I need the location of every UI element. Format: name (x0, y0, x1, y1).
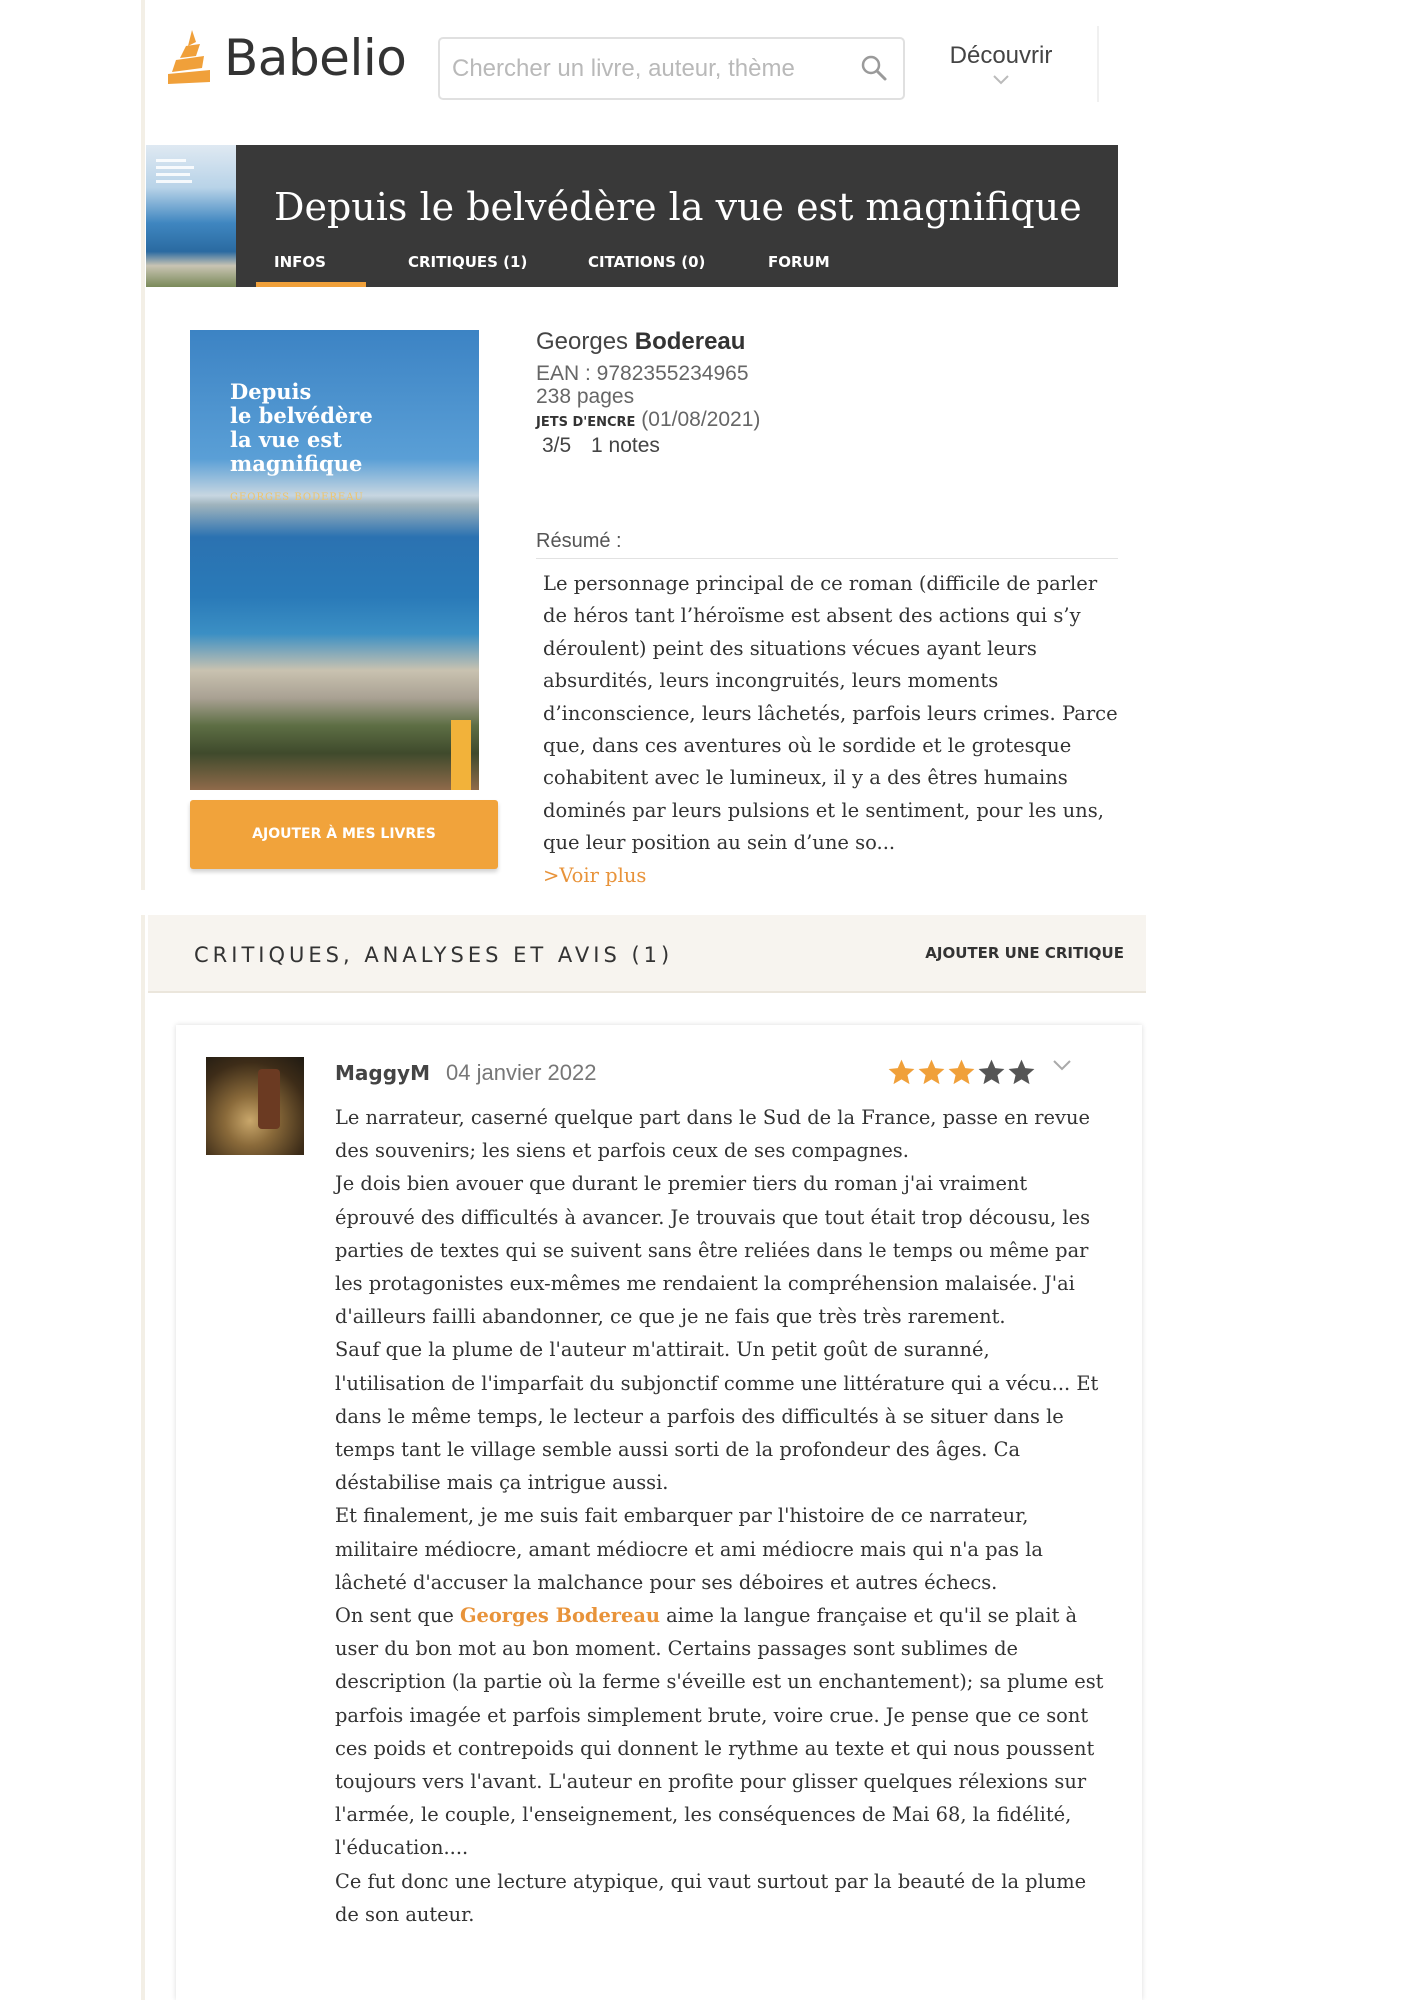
star-filled-icon (916, 1057, 947, 1088)
logo-text: Babelio (224, 29, 407, 87)
review-card (176, 1025, 1142, 2000)
cover-author: GEORGES BODEREAU (230, 492, 364, 503)
discover-label: Découvrir (949, 42, 1053, 69)
chevron-down-icon[interactable] (1052, 1059, 1072, 1073)
discover-menu[interactable] (941, 42, 1061, 86)
critiques-title: CRITIQUES, ANALYSES ET AVIS (1) (194, 943, 674, 967)
review-paragraph: Sauf que la plume de l'auteur m'attirait. Un petit goût de suranné, l'utilisation de l'imparfait du subjonctif comme une littérature qui a vécu... Et dans le même temps, le lecteur a parfois des difficultés à se situer dans le temps tant le village semble aussi sorti de la profondeur des âges. Ca déstabilise mais ça intrigue aussi. (335, 1338, 1099, 1495)
search-box[interactable] (438, 37, 905, 100)
critiques-header (148, 915, 1146, 993)
voir-plus-link[interactable]: >Voir plus (543, 863, 647, 887)
tab-critiques[interactable]: CRITIQUES (1) (408, 253, 528, 271)
chevron-down-icon (992, 74, 1010, 86)
left-border (141, 0, 145, 890)
book-meta (536, 328, 760, 457)
review-paragraph (335, 1599, 1105, 1865)
review-username[interactable]: MaggyM (335, 1061, 430, 1085)
review-paragraph: Et finalement, je me suis fait embarquer par l'histoire de ce narrateur, militaire médiocre, amant médiocre et ami médiocre mais qui n'a pas la lâcheté d'accuser la malchance pour ses déboires et autres échecs. (335, 1504, 1043, 1594)
cover-title-line: la vue est (230, 427, 342, 452)
star-empty-icon (1006, 1057, 1037, 1088)
review-date: 04 janvier 2022 (446, 1060, 597, 1085)
book-publisher-line (536, 408, 760, 434)
cover-title-line: le belvédère (230, 403, 373, 428)
review-paragraph: Le narrateur, caserné quelque part dans le Sud de la France, passe en revue des souvenirs; les siens et parfois ceux de ses compagnes. (335, 1106, 1090, 1163)
book-author[interactable] (536, 328, 760, 356)
star-filled-icon (946, 1057, 977, 1088)
babelio-logo-icon (166, 28, 216, 88)
author-link[interactable]: Georges Bodereau (459, 1604, 661, 1628)
star-empty-icon (976, 1057, 1007, 1088)
search-icon[interactable] (859, 53, 889, 83)
add-to-my-books-button[interactable]: AJOUTER À MES LIVRES (190, 800, 498, 869)
book-ean: EAN : 9782355234965 (536, 362, 749, 385)
book-banner (146, 145, 1118, 287)
tab-citations[interactable]: CITATIONS (0) (588, 253, 706, 271)
book-rating: 3/5 (542, 434, 572, 457)
avatar[interactable] (206, 1057, 304, 1155)
cover-title-line: magnifique (230, 451, 363, 476)
author-first-name: Georges (536, 328, 629, 355)
book-rating-line (542, 434, 760, 457)
star-filled-icon (886, 1057, 917, 1088)
author-last-name: Bodereau (634, 328, 746, 355)
book-title: Depuis le belvédère la vue est magnifique (274, 185, 1082, 229)
resume-divider (536, 558, 1118, 559)
tab-forum[interactable]: FORUM (768, 253, 830, 271)
left-border-lower (141, 915, 145, 2000)
cover-publisher-tag (451, 720, 471, 790)
book-pages: 238 pages (536, 385, 635, 408)
review-text (335, 1101, 1105, 1931)
review-paragraph: Ce fut donc une lecture atypique, qui vaut surtout par la beauté de la plume de son auteur. (335, 1869, 1087, 1926)
search-input[interactable] (452, 51, 852, 87)
site-header (146, 0, 1099, 140)
header-divider (1097, 26, 1099, 102)
resume-label: Résumé : (536, 530, 622, 552)
add-critique-button[interactable]: AJOUTER UNE CRITIQUE (925, 944, 1124, 962)
resume-body: Le personnage principal de ce roman (difficile de parler de héros tant l’héroïsme est absent des actions qui s’y déroulent) peint des situations vécues ayant leurs absurdités, leurs incongruités, leurs moments d’inconscience, leurs lâchetés, parfois leurs crimes. Parce que, dans ces aventures où le sordide et le grotesque cohabitent avec le lumineux, il y a des êtres humains dominés par leurs pulsions et le sentiment, pour les uns, que leur position au sein d’une so... (543, 572, 1118, 855)
cover-title-line: Depuis (230, 379, 312, 404)
banner-cover-thumbnail (146, 145, 236, 287)
review-rating-stars (886, 1057, 1036, 1088)
book-tabs (256, 245, 848, 287)
book-pub-date: (01/08/2021) (641, 408, 761, 431)
resume-text (543, 568, 1118, 892)
cover-title (230, 380, 373, 476)
book-notes-count[interactable]: 1 notes (591, 434, 660, 457)
review-text-segment: aime la langue française et qu'il se plait à user du bon mot au bon moment. Certains passages sont sublimes de description (la partie où la ferme s'éveille est un enchantement); sa plume est parfois imagée et parfois simplement brute, voire crue. Je pense que ce sont ces poids et contrepoids qui donnent le rythme au texte et qui nous poussent toujours vers l'avant. L'auteur en profite pour glisser quelques rélexions sur l'armée, le couple, l'enseignement, les conséquences de Mai 68, la fidélité, l'éducation.... (335, 1604, 1104, 1860)
book-publisher[interactable]: JETS D'ENCRE (536, 415, 636, 430)
review-text-segment: On sent que (335, 1604, 460, 1628)
book-cover (190, 330, 479, 790)
review-paragraph: Je dois bien avouer que durant le premier tiers du roman j'ai vraiment éprouvé des difficultés à avancer. Je trouvais que tout était trop décousu, les parties de textes qui se suivent sans être reliées dans le temps ou même par les protagonistes eux-mêmes me rendaient la compréhension malaisée. J'ai d'ailleurs failli abandonner, ce que je ne fais que très très rarement. (335, 1172, 1091, 1329)
tab-infos[interactable]: INFOS (256, 245, 366, 287)
babelio-logo[interactable] (166, 28, 406, 88)
